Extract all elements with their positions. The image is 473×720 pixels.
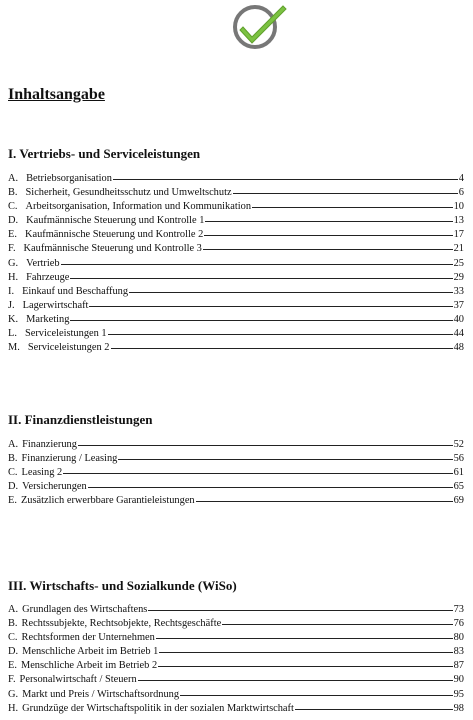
toc-entry-title: Einkauf und Beschaffung	[22, 285, 129, 297]
toc-entry-letter: F.	[8, 674, 16, 686]
toc-leader-line	[88, 487, 453, 488]
toc-entry-letter: L.	[8, 328, 17, 340]
toc-entry-letter: D.	[8, 481, 19, 493]
toc-entry	[8, 631, 464, 645]
toc-entry-page: 44	[453, 328, 464, 340]
toc-entry-page: 21	[453, 243, 464, 255]
toc-entry-letter: E.	[8, 229, 17, 241]
toc-entry-letter: D.	[8, 646, 19, 658]
toc-entry	[8, 313, 464, 327]
toc-entry	[8, 214, 464, 228]
toc-entry-title: Serviceleistungen 2	[27, 342, 110, 354]
toc-entry	[8, 438, 464, 452]
toc-entry-letter: A.	[8, 439, 19, 450]
toc-leader-line	[204, 235, 452, 236]
section-heading: II. Finanzdienstleistungen	[8, 412, 153, 427]
toc-entry	[8, 494, 464, 508]
toc-entry-page: 40	[453, 313, 464, 325]
toc-list	[8, 438, 464, 508]
toc-entry	[8, 228, 464, 242]
toc-leader-line	[138, 680, 453, 681]
toc-section-3	[8, 578, 464, 716]
toc-entry-title: Rechtsformen der Unternehmen	[21, 632, 155, 644]
toc-leader-line	[158, 666, 452, 667]
toc-leader-line	[159, 652, 452, 653]
toc-entry-letter: C.	[8, 632, 18, 644]
toc-leader-line	[108, 334, 453, 335]
toc-entry-letter: A.	[8, 173, 19, 184]
toc-leader-line	[61, 264, 453, 265]
toc-entry	[8, 480, 464, 494]
toc-entry-letter: B.	[8, 187, 18, 199]
toc-entry-title: Menschliche Arbeit im Betrieb 1	[22, 646, 159, 658]
toc-entry-title: Markt und Preis / Wirtschaftsordnung	[22, 688, 180, 700]
toc-entry-title: Finanzierung	[22, 439, 77, 450]
toc-leader-line	[89, 306, 452, 307]
toc-leader-line	[205, 221, 452, 222]
toc-entry-title: Serviceleistungen 1	[24, 328, 107, 340]
toc-entry-letter: C.	[8, 467, 18, 479]
toc-leader-line	[222, 624, 452, 625]
toc-entry	[8, 341, 464, 355]
toc-entry	[8, 186, 464, 200]
toc-entry-title: Kaufmännische Steuerung und Kontrolle 3	[23, 243, 202, 255]
toc-entry-page: 52	[453, 439, 464, 450]
toc-entry-letter: E.	[8, 495, 17, 507]
toc-leader-line	[295, 709, 453, 710]
toc-entry-title: Grundzüge der Wirtschaftspolitik in der sozialen Marktwirtschaft	[22, 702, 294, 714]
toc-leader-line	[113, 179, 458, 180]
toc-entry	[8, 617, 464, 631]
toc-entry-page: 61	[453, 467, 464, 479]
toc-entry-page: 73	[453, 604, 464, 615]
toc-entry-letter: M.	[8, 342, 20, 354]
toc-entry-title: Kaufmännische Steuerung und Kontrolle 1	[26, 215, 205, 227]
toc-entry-title: Leasing 2	[21, 467, 63, 479]
toc-entry	[8, 673, 464, 687]
toc-entry	[8, 452, 464, 466]
toc-entry-page: 48	[453, 342, 464, 354]
toc-entry	[8, 242, 464, 256]
toc-entry-title: Rechtssubjekte, Rechtsobjekte, Rechtsgeschäfte	[21, 618, 222, 630]
toc-entry-title: Fahrzeuge	[26, 271, 70, 283]
toc-entry-page: 10	[453, 201, 464, 213]
toc-entry-page: 76	[453, 618, 464, 630]
toc-leader-line	[148, 610, 452, 611]
toc-leader-line	[118, 459, 452, 460]
toc-entry-page: 29	[453, 271, 464, 283]
toc-leader-line	[180, 695, 453, 696]
toc-entry-letter: B.	[8, 618, 18, 630]
toc-entry-title: Sicherheit, Gesundheitsschutz und Umweltschutz	[25, 187, 232, 199]
toc-leader-line	[196, 501, 453, 502]
toc-entry-page: 56	[453, 453, 464, 465]
toc-entry	[8, 200, 464, 214]
toc-entry-page: 4	[458, 173, 464, 184]
toc-entry-page: 25	[453, 257, 464, 269]
toc-section-1	[8, 146, 464, 355]
toc-entry	[8, 285, 464, 299]
check-circle-icon	[231, 2, 291, 52]
toc-entry	[8, 299, 464, 313]
toc-leader-line	[70, 278, 452, 279]
toc-list	[8, 172, 464, 355]
toc-leader-line	[78, 445, 453, 446]
toc-entry-letter: J.	[8, 299, 15, 311]
toc-entry-letter: B.	[8, 453, 18, 465]
toc-entry	[8, 603, 464, 617]
toc-entry-title: Menschliche Arbeit im Betrieb 2	[20, 660, 158, 672]
toc-entry-title: Arbeitsorganisation, Information und Kommunikation	[25, 201, 252, 213]
toc-entry	[8, 659, 464, 673]
toc-entry-page: 13	[453, 215, 464, 227]
toc-entry-page: 69	[453, 495, 464, 507]
toc-leader-line	[252, 207, 453, 208]
toc-entry-letter: H.	[8, 271, 19, 283]
toc-entry	[8, 327, 464, 341]
toc-entry-letter: E.	[8, 660, 17, 672]
section-heading: III. Wirtschafts- und Sozialkunde (WiSo)	[8, 578, 237, 593]
toc-entry-letter: K.	[8, 313, 19, 325]
toc-entry-page: 95	[453, 688, 464, 700]
toc-entry-letter: I.	[8, 285, 15, 297]
toc-entry-page: 98	[453, 702, 464, 714]
toc-list	[8, 603, 464, 716]
toc-entry	[8, 271, 464, 285]
toc-entry-letter: A.	[8, 604, 19, 615]
toc-entry-letter: G.	[8, 257, 19, 269]
toc-entry-page: 65	[453, 481, 464, 493]
toc-section-2	[8, 412, 464, 508]
toc-entry	[8, 257, 464, 271]
document-title: Inhaltsangabe	[8, 86, 105, 103]
toc-leader-line	[203, 249, 453, 250]
toc-entry-page: 33	[453, 285, 464, 297]
toc-entry-title: Kaufmännische Steuerung und Kontrolle 2	[24, 229, 204, 241]
toc-entry-page: 90	[453, 674, 464, 686]
toc-entry-page: 80	[453, 632, 464, 644]
toc-leader-line	[111, 348, 453, 349]
toc-leader-line	[70, 320, 452, 321]
toc-entry-letter: C.	[8, 201, 18, 213]
toc-leader-line	[156, 638, 453, 639]
toc-entry-page: 87	[453, 660, 464, 672]
toc-entry-page: 17	[453, 229, 464, 241]
toc-entry	[8, 645, 464, 659]
toc-entry	[8, 466, 464, 480]
toc-entry	[8, 702, 464, 716]
toc-entry-title: Zusätzlich erwerbbare Garantieleistungen	[20, 495, 195, 507]
toc-entry-title: Marketing	[26, 313, 70, 325]
toc-entry-title: Grundlagen des Wirtschaftens	[22, 604, 148, 615]
toc-entry	[8, 172, 464, 186]
toc-entry-title: Vertrieb	[26, 257, 60, 269]
toc-entry-page: 6	[458, 187, 464, 199]
toc-entry-title: Finanzierung / Leasing	[21, 453, 118, 465]
toc-leader-line	[63, 473, 452, 474]
toc-entry-title: Betriebsorganisation	[26, 173, 112, 184]
section-heading: I. Vertriebs- und Serviceleistungen	[8, 146, 201, 161]
toc-entry-page: 37	[453, 299, 464, 311]
toc-entry-letter: H.	[8, 702, 19, 714]
toc-entry-letter: F.	[8, 243, 16, 255]
toc-entry-title: Personalwirtschaft / Steuern	[19, 674, 137, 686]
toc-entry-letter: D.	[8, 215, 19, 227]
toc-leader-line	[129, 292, 453, 293]
toc-entry-page: 83	[453, 646, 464, 658]
toc-entry-title: Versicherungen	[22, 481, 87, 493]
toc-entry-letter: G.	[8, 688, 19, 700]
toc-entry	[8, 688, 464, 702]
toc-entry-title: Lagerwirtschaft	[22, 299, 89, 311]
toc-leader-line	[233, 193, 458, 194]
